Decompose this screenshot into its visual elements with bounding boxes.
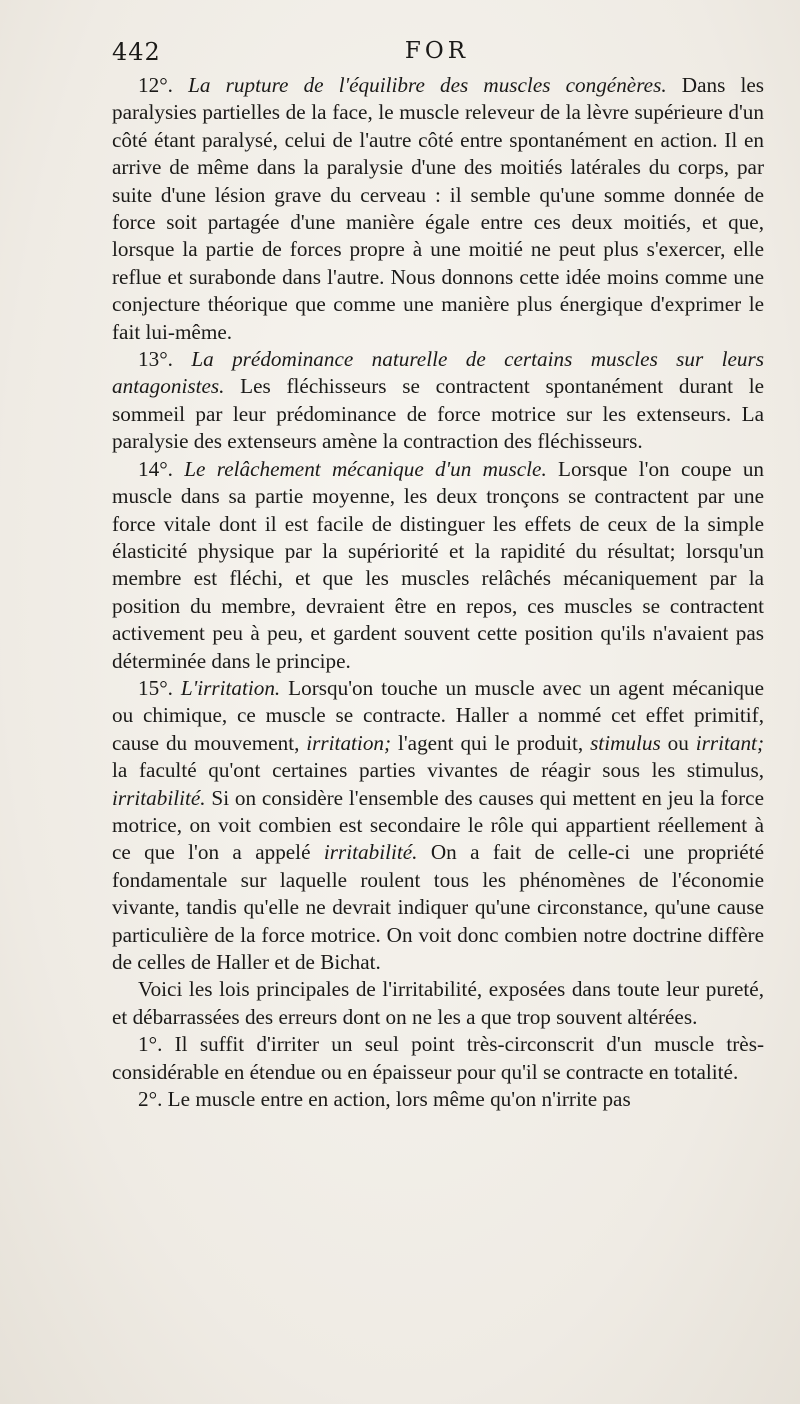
paragraph-number: 13°. (138, 347, 173, 372)
paragraph-body: Lorsqu'on touche un muscle avec un agent mécanique ou chimique, ce muscle se contracte. Haller a nommé cet effet primitif, cause du mouvement, (112, 675, 765, 755)
paragraph-body: On a fait de celle-ci une propriété fondamentale sur laquelle roulent tous les phénomènes de l'économie vivante, tandis qu'elle ne devrait indiquer qu'une circonstance, qu'une cause particulière de la force motrice. On voit donc combien notre doctrine diffère de celles de Haller et de Bichat. (112, 840, 764, 974)
paragraph-loi-1 (112, 1031, 764, 1086)
paragraph-title: La rupture de l'équilibre des muscles congénères. (188, 73, 667, 97)
paragraph-14 (112, 456, 764, 675)
paragraph-number: 12°. (138, 73, 173, 97)
paragraph-15 (112, 675, 764, 976)
paragraph-13 (112, 346, 764, 456)
term-irritation: irritation; (306, 730, 392, 755)
term-irritabilite: irritabilité. (112, 785, 206, 810)
term-irritant: irritant; (695, 730, 764, 755)
paragraph-title: La prédominance naturelle de certains muscles sur leurs antagonistes. (112, 347, 765, 399)
paragraph-body: Si on considère l'ensemble des causes qui mettent en jeu la force motrice, on voit combien est secondaire le rôle qui appartient réellement à ce que l'on a appelé (112, 785, 764, 865)
paragraph-body: Le muscle entre en action, lors même qu'on n'irrite pas (167, 1087, 631, 1112)
paragraph-body: Il suffit d'irriter un seul point très-circonscrit d'un muscle très-considérable en étendue ou en épaisseur pour qu'il se contracte en totalité. (112, 1032, 764, 1084)
page-header (112, 38, 762, 72)
body-text (112, 72, 764, 1113)
paragraph-number: 1°. (138, 1032, 163, 1057)
paragraph-title: L'irritation. (180, 675, 281, 700)
paragraph-body: Les fléchisseurs se contractent spontanément durant le sommeil par leur prédominance de force motrice sur les extenseurs. La paralysie des extenseurs amène la contraction des fléchisseurs. (112, 374, 764, 454)
paragraph-body: Voici les lois principales de l'irritabilité, exposées dans toute leur pureté, et débarrassées des erreurs dont on ne les a que trop souvent altérées. (112, 977, 764, 1029)
paragraph-12 (112, 72, 764, 346)
paragraph-body: Dans les paralysies partielles de la face, le muscle releveur de la lèvre supérieure d'un côté étant paralysé, celui de l'autre côté entre spontanément en action. Il en arrive de même dans la paralysie d'une des moitiés latérales du corps, par suite d'une lésion grave du cerveau : il semble qu'une somme donnée de force soit partagée d'une manière égale entre ces deux moitiés, et que, lorsque la partie de forces propre à une moitié ne peut plus s'exercer, elle reflue et surabonde dans l'autre. Nous donnons cette idée moins comme une conjecture théorique que comme une manière plus énergique d'exprimer le fait lui-même. (112, 73, 765, 344)
paragraph-body: l'agent qui le produit, (391, 730, 591, 755)
paragraph-title: Le relâchement mécanique d'un muscle. (184, 456, 547, 481)
paragraph-number: 15°. (138, 675, 173, 700)
paragraph-number: 14°. (138, 456, 173, 481)
paragraph-body: la faculté qu'ont certaines parties vivantes de réagir sous les stimulus, (112, 758, 764, 783)
running-head: FOR (404, 38, 470, 64)
paragraph-loi-2 (112, 1086, 764, 1113)
paragraph-body: Lorsque l'on coupe un muscle dans sa partie moyenne, les deux tronçons se contractent par une force vitale dont il est facile de distinguer les effets de ceux de la simple élasticité physique par la supériorité et la rapidité du résultat; lorsqu'un membre est fléchi, et que les muscles relâchés mécaniquement par la position du membre, devraient être en repos, ces muscles se contractent activement peu à peu, et gardent souvent cette position qu'ils n'avaient pas déterminée dans le principe. (112, 456, 765, 673)
term-stimulus: stimulus (590, 730, 661, 755)
term-irritabilite: irritabilité. (323, 840, 418, 865)
paragraph-lois-intro (112, 976, 764, 1031)
paragraph-body: ou (660, 730, 696, 755)
page-number: 442 (112, 38, 161, 66)
paragraph-number: 2°. (138, 1087, 163, 1112)
